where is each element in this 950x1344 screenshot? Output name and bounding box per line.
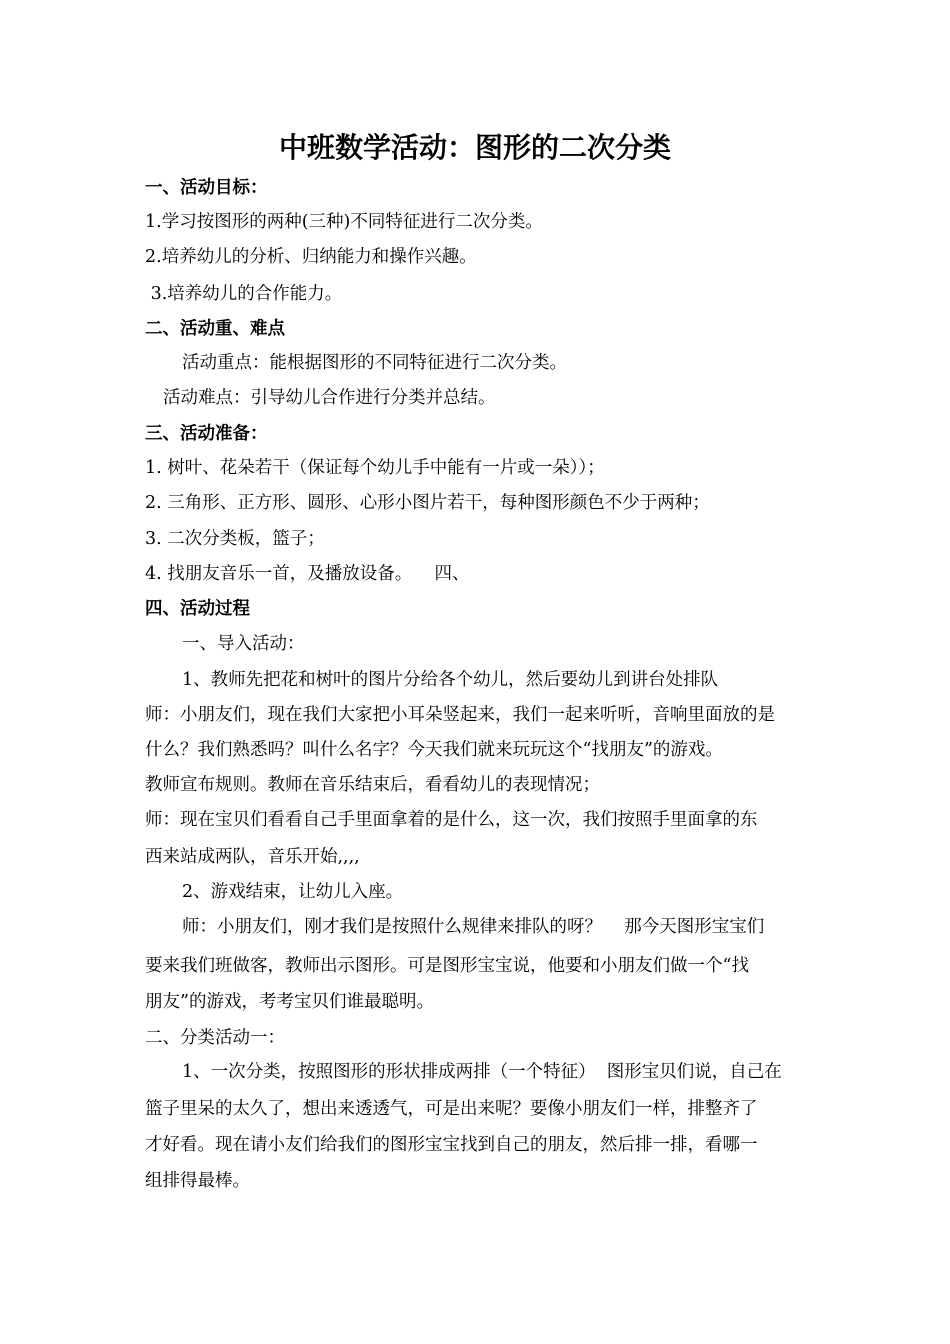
process-line: 什么？我们熟悉吗？叫什么名字？今天我们就来玩玩这个“找朋友”的游戏。 bbox=[145, 740, 723, 760]
goal-item-2: 2.培养幼儿的分析、归纳能力和操作兴趣。 bbox=[145, 247, 477, 267]
process-line: 2、游戏结束，让幼儿入座。 bbox=[182, 882, 404, 902]
prep-item-1: 1. 树叶、花朵若干（保证每个幼儿手中能有一片或一朵））； bbox=[145, 458, 605, 478]
document-title: 中班数学活动：图形的二次分类 bbox=[278, 131, 671, 164]
process-line: 西来站成两队，音乐开始,,,, bbox=[145, 847, 360, 867]
process-line: 师：小朋友们，现在我们大家把小耳朵竖起来，我们一起来听听，音响里面放的是 bbox=[145, 705, 775, 725]
section-heading-process: 四、活动过程 bbox=[145, 599, 250, 619]
process-line: 师：小朋友们，刚才我们是按照什么规律来排队的呀？ 那今天图形宝宝们 bbox=[182, 917, 765, 937]
process-line: 1、教师先把花和树叶的图片分给各个幼儿，然后要幼儿到讲台处排队 bbox=[182, 670, 719, 690]
process-line: 组排得最棒。 bbox=[145, 1171, 250, 1191]
goal-item-3: 3.培养幼儿的合作能力。 bbox=[145, 284, 343, 304]
process-line: 教师宣布规则。教师在音乐结束后，看看幼儿的表现情况； bbox=[145, 775, 600, 795]
prep-item-3: 3. 二次分类板，篮子； bbox=[145, 529, 325, 549]
process-line: 1、一次分类，按照图形的形状排成两排（一个特征） 图形宝贝们说，自己在 bbox=[182, 1062, 782, 1082]
section-heading-preparation: 三、活动准备： bbox=[145, 424, 268, 444]
section-heading-key-points: 二、活动重、难点 bbox=[145, 319, 285, 339]
key-point-text: 活动重点：能根据图形的不同特征进行二次分类。 bbox=[182, 353, 567, 373]
prep-item-4: 4. 找朋友音乐一首，及播放设备。 四、 bbox=[145, 564, 470, 584]
process-line: 篮子里呆的太久了，想出来透透气，可是出来呢？要像小朋友们一样，排整齐了 bbox=[145, 1099, 758, 1119]
difficulty-text: 活动难点：引导幼儿合作进行分类并总结。 bbox=[163, 388, 496, 408]
process-line: 一、导入活动： bbox=[182, 634, 305, 654]
process-line: 师：现在宝贝们看看自己手里面拿着的是什么，这一次，我们按照手里面拿的东 bbox=[145, 810, 758, 830]
section-heading-goals: 一、活动目标： bbox=[145, 178, 268, 198]
process-line: 朋友”的游戏，考考宝贝们谁最聪明。 bbox=[145, 992, 434, 1012]
goal-item-1: 1.学习按图形的两种(三种)不同特征进行二次分类。 bbox=[145, 212, 543, 232]
prep-item-2: 2. 三角形、正方形、圆形、心形小图片若干，每种图形颜色不少于两种； bbox=[145, 493, 710, 513]
process-line: 才好看。现在请小友们给我们的图形宝宝找到自己的朋友，然后排一排，看哪一 bbox=[145, 1135, 758, 1155]
process-line: 要来我们班做客，教师出示图形。可是图形宝宝说，他要和小朋友们做一个“找 bbox=[145, 956, 749, 976]
process-line: 二、分类活动一： bbox=[145, 1028, 285, 1048]
